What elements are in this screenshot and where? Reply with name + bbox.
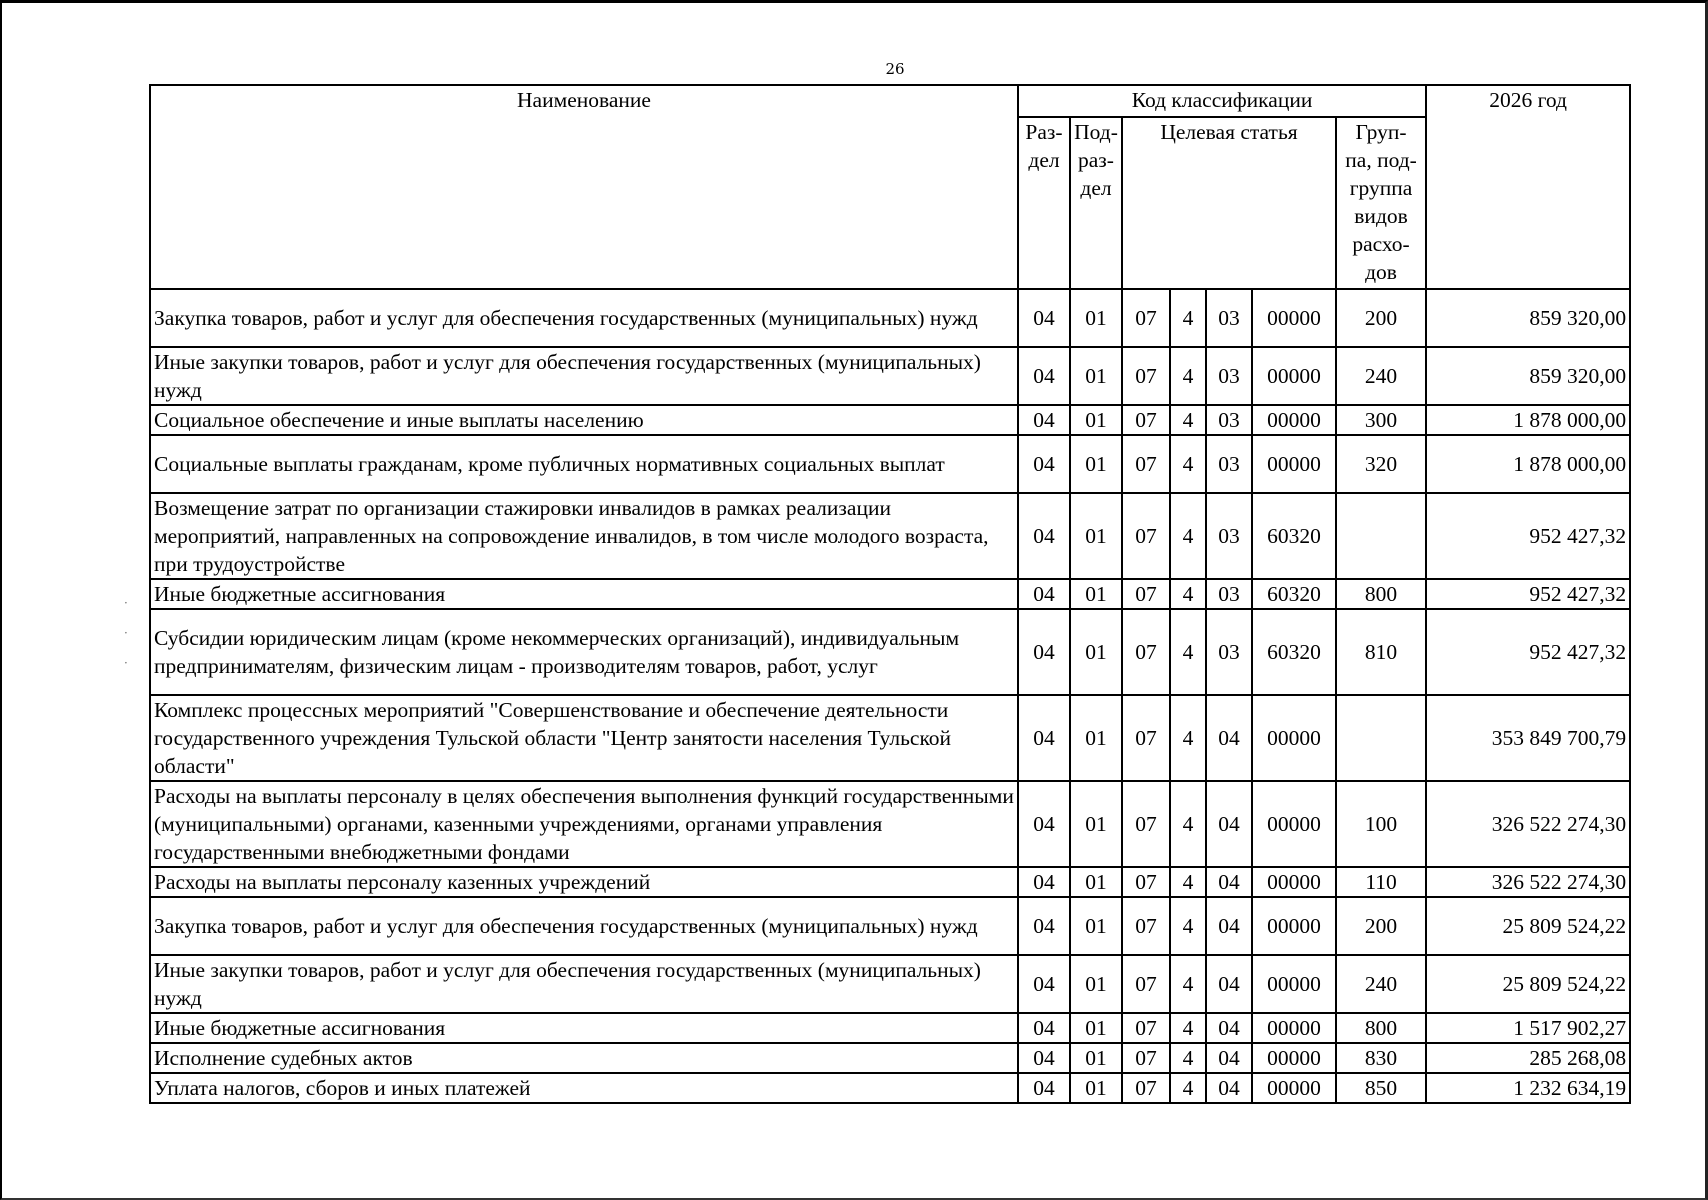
header-target: Целевая статья [1122, 117, 1336, 289]
row-name: Закупка товаров, работ и услуг для обеспечения государственных (муниципальных) нужд [150, 897, 1018, 955]
row-name: Расходы на выплаты персоналу казенных учреждений [150, 867, 1018, 897]
row-target-direction: 00000 [1252, 347, 1336, 405]
row-podrazdel: 01 [1070, 405, 1122, 435]
row-amount: 1 878 000,00 [1426, 435, 1630, 493]
row-podrazdel: 01 [1070, 289, 1122, 347]
row-expense-group: 200 [1336, 289, 1426, 347]
row-expense-group: 830 [1336, 1043, 1426, 1073]
row-target-program: 07 [1122, 289, 1170, 347]
header-podrazdel: Под- раз- дел [1070, 117, 1122, 289]
table-row [150, 609, 1630, 695]
row-target-complex: 03 [1206, 289, 1252, 347]
header-year: 2026 год [1426, 85, 1630, 289]
row-target-type: 4 [1170, 493, 1206, 579]
row-expense-group: 800 [1336, 579, 1426, 609]
row-target-type: 4 [1170, 1043, 1206, 1073]
row-target-complex: 04 [1206, 867, 1252, 897]
row-amount: 1 517 902,27 [1426, 1013, 1630, 1043]
row-target-program: 07 [1122, 955, 1170, 1013]
table-row [150, 347, 1630, 405]
row-target-type: 4 [1170, 1013, 1206, 1043]
row-name: Субсидии юридическим лицам (кроме некоммерческих организаций), индивидуальным предпринимателям, физическим лицам - производителям товаров, работ, услуг [150, 609, 1018, 695]
row-target-program: 07 [1122, 347, 1170, 405]
row-target-complex: 04 [1206, 1013, 1252, 1043]
table-row [150, 435, 1630, 493]
row-amount: 25 809 524,22 [1426, 955, 1630, 1013]
table-row [150, 1073, 1630, 1103]
row-target-program: 07 [1122, 781, 1170, 867]
row-razdel: 04 [1018, 781, 1070, 867]
row-razdel: 04 [1018, 579, 1070, 609]
row-podrazdel: 01 [1070, 781, 1122, 867]
row-target-direction: 00000 [1252, 1043, 1336, 1073]
row-target-complex: 04 [1206, 1073, 1252, 1103]
row-name: Социальные выплаты гражданам, кроме публичных нормативных социальных выплат [150, 435, 1018, 493]
table-row [150, 1013, 1630, 1043]
row-target-direction: 00000 [1252, 1013, 1336, 1043]
row-target-complex: 03 [1206, 579, 1252, 609]
row-razdel: 04 [1018, 867, 1070, 897]
row-amount: 859 320,00 [1426, 347, 1630, 405]
row-target-program: 07 [1122, 493, 1170, 579]
row-target-complex: 04 [1206, 781, 1252, 867]
row-expense-group: 240 [1336, 955, 1426, 1013]
row-razdel: 04 [1018, 695, 1070, 781]
row-target-direction: 60320 [1252, 579, 1336, 609]
page-number: 26 [885, 60, 905, 78]
row-target-program: 07 [1122, 1043, 1170, 1073]
row-target-program: 07 [1122, 405, 1170, 435]
row-target-direction: 00000 [1252, 289, 1336, 347]
row-target-direction: 60320 [1252, 493, 1336, 579]
row-amount: 285 268,08 [1426, 1043, 1630, 1073]
row-razdel: 04 [1018, 1013, 1070, 1043]
row-amount: 859 320,00 [1426, 289, 1630, 347]
row-target-program: 07 [1122, 435, 1170, 493]
row-target-type: 4 [1170, 867, 1206, 897]
row-razdel: 04 [1018, 289, 1070, 347]
row-razdel: 04 [1018, 347, 1070, 405]
row-expense-group: 850 [1336, 1073, 1426, 1103]
row-target-program: 07 [1122, 1073, 1170, 1103]
row-amount: 952 427,32 [1426, 609, 1630, 695]
row-target-direction: 00000 [1252, 867, 1336, 897]
row-target-type: 4 [1170, 405, 1206, 435]
row-expense-group: 300 [1336, 405, 1426, 435]
row-target-direction: 00000 [1252, 405, 1336, 435]
row-target-program: 07 [1122, 695, 1170, 781]
row-podrazdel: 01 [1070, 493, 1122, 579]
row-target-direction: 00000 [1252, 435, 1336, 493]
row-expense-group: 800 [1336, 1013, 1426, 1043]
table-row [150, 867, 1630, 897]
row-amount: 353 849 700,79 [1426, 695, 1630, 781]
row-target-direction: 00000 [1252, 955, 1336, 1013]
row-target-complex: 03 [1206, 347, 1252, 405]
row-name: Расходы на выплаты персоналу в целях обеспечения выполнения функций государственными (муниципальными) органами, казенными учреждениями, органами управления государственными внебюджетными фондами [150, 781, 1018, 867]
header-group: Груп- па, под- группа видов расхо- дов [1336, 117, 1426, 289]
table-row [150, 289, 1630, 347]
table-body [150, 289, 1630, 1103]
row-target-direction: 60320 [1252, 609, 1336, 695]
row-amount: 952 427,32 [1426, 493, 1630, 579]
header-razdel: Раз- дел [1018, 117, 1070, 289]
row-target-program: 07 [1122, 897, 1170, 955]
row-name: Закупка товаров, работ и услуг для обеспечения государственных (муниципальных) нужд [150, 289, 1018, 347]
row-name: Иные закупки товаров, работ и услуг для обеспечения государственных (муниципальных) нужд [150, 347, 1018, 405]
row-razdel: 04 [1018, 609, 1070, 695]
row-target-complex: 04 [1206, 695, 1252, 781]
row-target-program: 07 [1122, 1013, 1170, 1043]
row-target-type: 4 [1170, 1073, 1206, 1103]
row-target-direction: 00000 [1252, 897, 1336, 955]
row-podrazdel: 01 [1070, 1013, 1122, 1043]
row-target-complex: 04 [1206, 955, 1252, 1013]
row-podrazdel: 01 [1070, 1073, 1122, 1103]
row-name: Уплата налогов, сборов и иных платежей [150, 1073, 1018, 1103]
row-name: Иные бюджетные ассигнования [150, 579, 1018, 609]
row-podrazdel: 01 [1070, 347, 1122, 405]
row-expense-group: 810 [1336, 609, 1426, 695]
budget-table [149, 84, 1631, 1104]
row-razdel: 04 [1018, 955, 1070, 1013]
table-row [150, 781, 1630, 867]
table-row [150, 405, 1630, 435]
table-row [150, 493, 1630, 579]
row-target-complex: 03 [1206, 435, 1252, 493]
row-razdel: 04 [1018, 435, 1070, 493]
table-row [150, 695, 1630, 781]
row-target-type: 4 [1170, 781, 1206, 867]
row-name: Комплекс процессных мероприятий "Совершенствование и обеспечение деятельности государственного учреждения Тульской области "Центр занятости населения Тульской области" [150, 695, 1018, 781]
row-target-type: 4 [1170, 897, 1206, 955]
row-target-type: 4 [1170, 579, 1206, 609]
row-podrazdel: 01 [1070, 867, 1122, 897]
row-target-type: 4 [1170, 609, 1206, 695]
row-razdel: 04 [1018, 1043, 1070, 1073]
row-target-complex: 03 [1206, 609, 1252, 695]
row-target-complex: 03 [1206, 493, 1252, 579]
row-name: Социальное обеспечение и иные выплаты населению [150, 405, 1018, 435]
row-expense-group [1336, 493, 1426, 579]
row-target-type: 4 [1170, 435, 1206, 493]
row-expense-group [1336, 695, 1426, 781]
row-target-type: 4 [1170, 289, 1206, 347]
row-podrazdel: 01 [1070, 1043, 1122, 1073]
row-expense-group: 200 [1336, 897, 1426, 955]
row-podrazdel: 01 [1070, 579, 1122, 609]
row-podrazdel: 01 [1070, 435, 1122, 493]
row-target-complex: 04 [1206, 1043, 1252, 1073]
row-expense-group: 240 [1336, 347, 1426, 405]
row-target-type: 4 [1170, 955, 1206, 1013]
row-name: Исполнение судебных актов [150, 1043, 1018, 1073]
row-target-direction: 00000 [1252, 1073, 1336, 1103]
row-target-program: 07 [1122, 579, 1170, 609]
row-expense-group: 110 [1336, 867, 1426, 897]
row-podrazdel: 01 [1070, 609, 1122, 695]
row-name: Иные бюджетные ассигнования [150, 1013, 1018, 1043]
row-amount: 952 427,32 [1426, 579, 1630, 609]
row-expense-group: 100 [1336, 781, 1426, 867]
row-name: Иные закупки товаров, работ и услуг для обеспечения государственных (муниципальных) нужд [150, 955, 1018, 1013]
row-expense-group: 320 [1336, 435, 1426, 493]
row-podrazdel: 01 [1070, 897, 1122, 955]
table-row [150, 955, 1630, 1013]
row-target-complex: 04 [1206, 897, 1252, 955]
row-razdel: 04 [1018, 897, 1070, 955]
row-target-complex: 03 [1206, 405, 1252, 435]
row-amount: 326 522 274,30 [1426, 867, 1630, 897]
row-podrazdel: 01 [1070, 955, 1122, 1013]
row-amount: 1 232 634,19 [1426, 1073, 1630, 1103]
row-target-direction: 00000 [1252, 781, 1336, 867]
row-podrazdel: 01 [1070, 695, 1122, 781]
row-target-program: 07 [1122, 867, 1170, 897]
margin-marks: · · · [124, 596, 128, 670]
row-amount: 326 522 274,30 [1426, 781, 1630, 867]
table-row [150, 579, 1630, 609]
row-razdel: 04 [1018, 405, 1070, 435]
row-amount: 25 809 524,22 [1426, 897, 1630, 955]
row-razdel: 04 [1018, 493, 1070, 579]
row-name: Возмещение затрат по организации стажировки инвалидов в рамках реализации мероприятий, направленных на сопровождение инвалидов, в том числе молодого возраста, при трудоустройстве [150, 493, 1018, 579]
header-code-group: Код классификации [1018, 85, 1426, 117]
row-razdel: 04 [1018, 1073, 1070, 1103]
table-row [150, 897, 1630, 955]
row-target-type: 4 [1170, 695, 1206, 781]
row-target-program: 07 [1122, 609, 1170, 695]
row-amount: 1 878 000,00 [1426, 405, 1630, 435]
header-name: Наименование [150, 85, 1018, 289]
table-header [150, 85, 1630, 289]
row-target-type: 4 [1170, 347, 1206, 405]
table-row [150, 1043, 1630, 1073]
row-target-direction: 00000 [1252, 695, 1336, 781]
